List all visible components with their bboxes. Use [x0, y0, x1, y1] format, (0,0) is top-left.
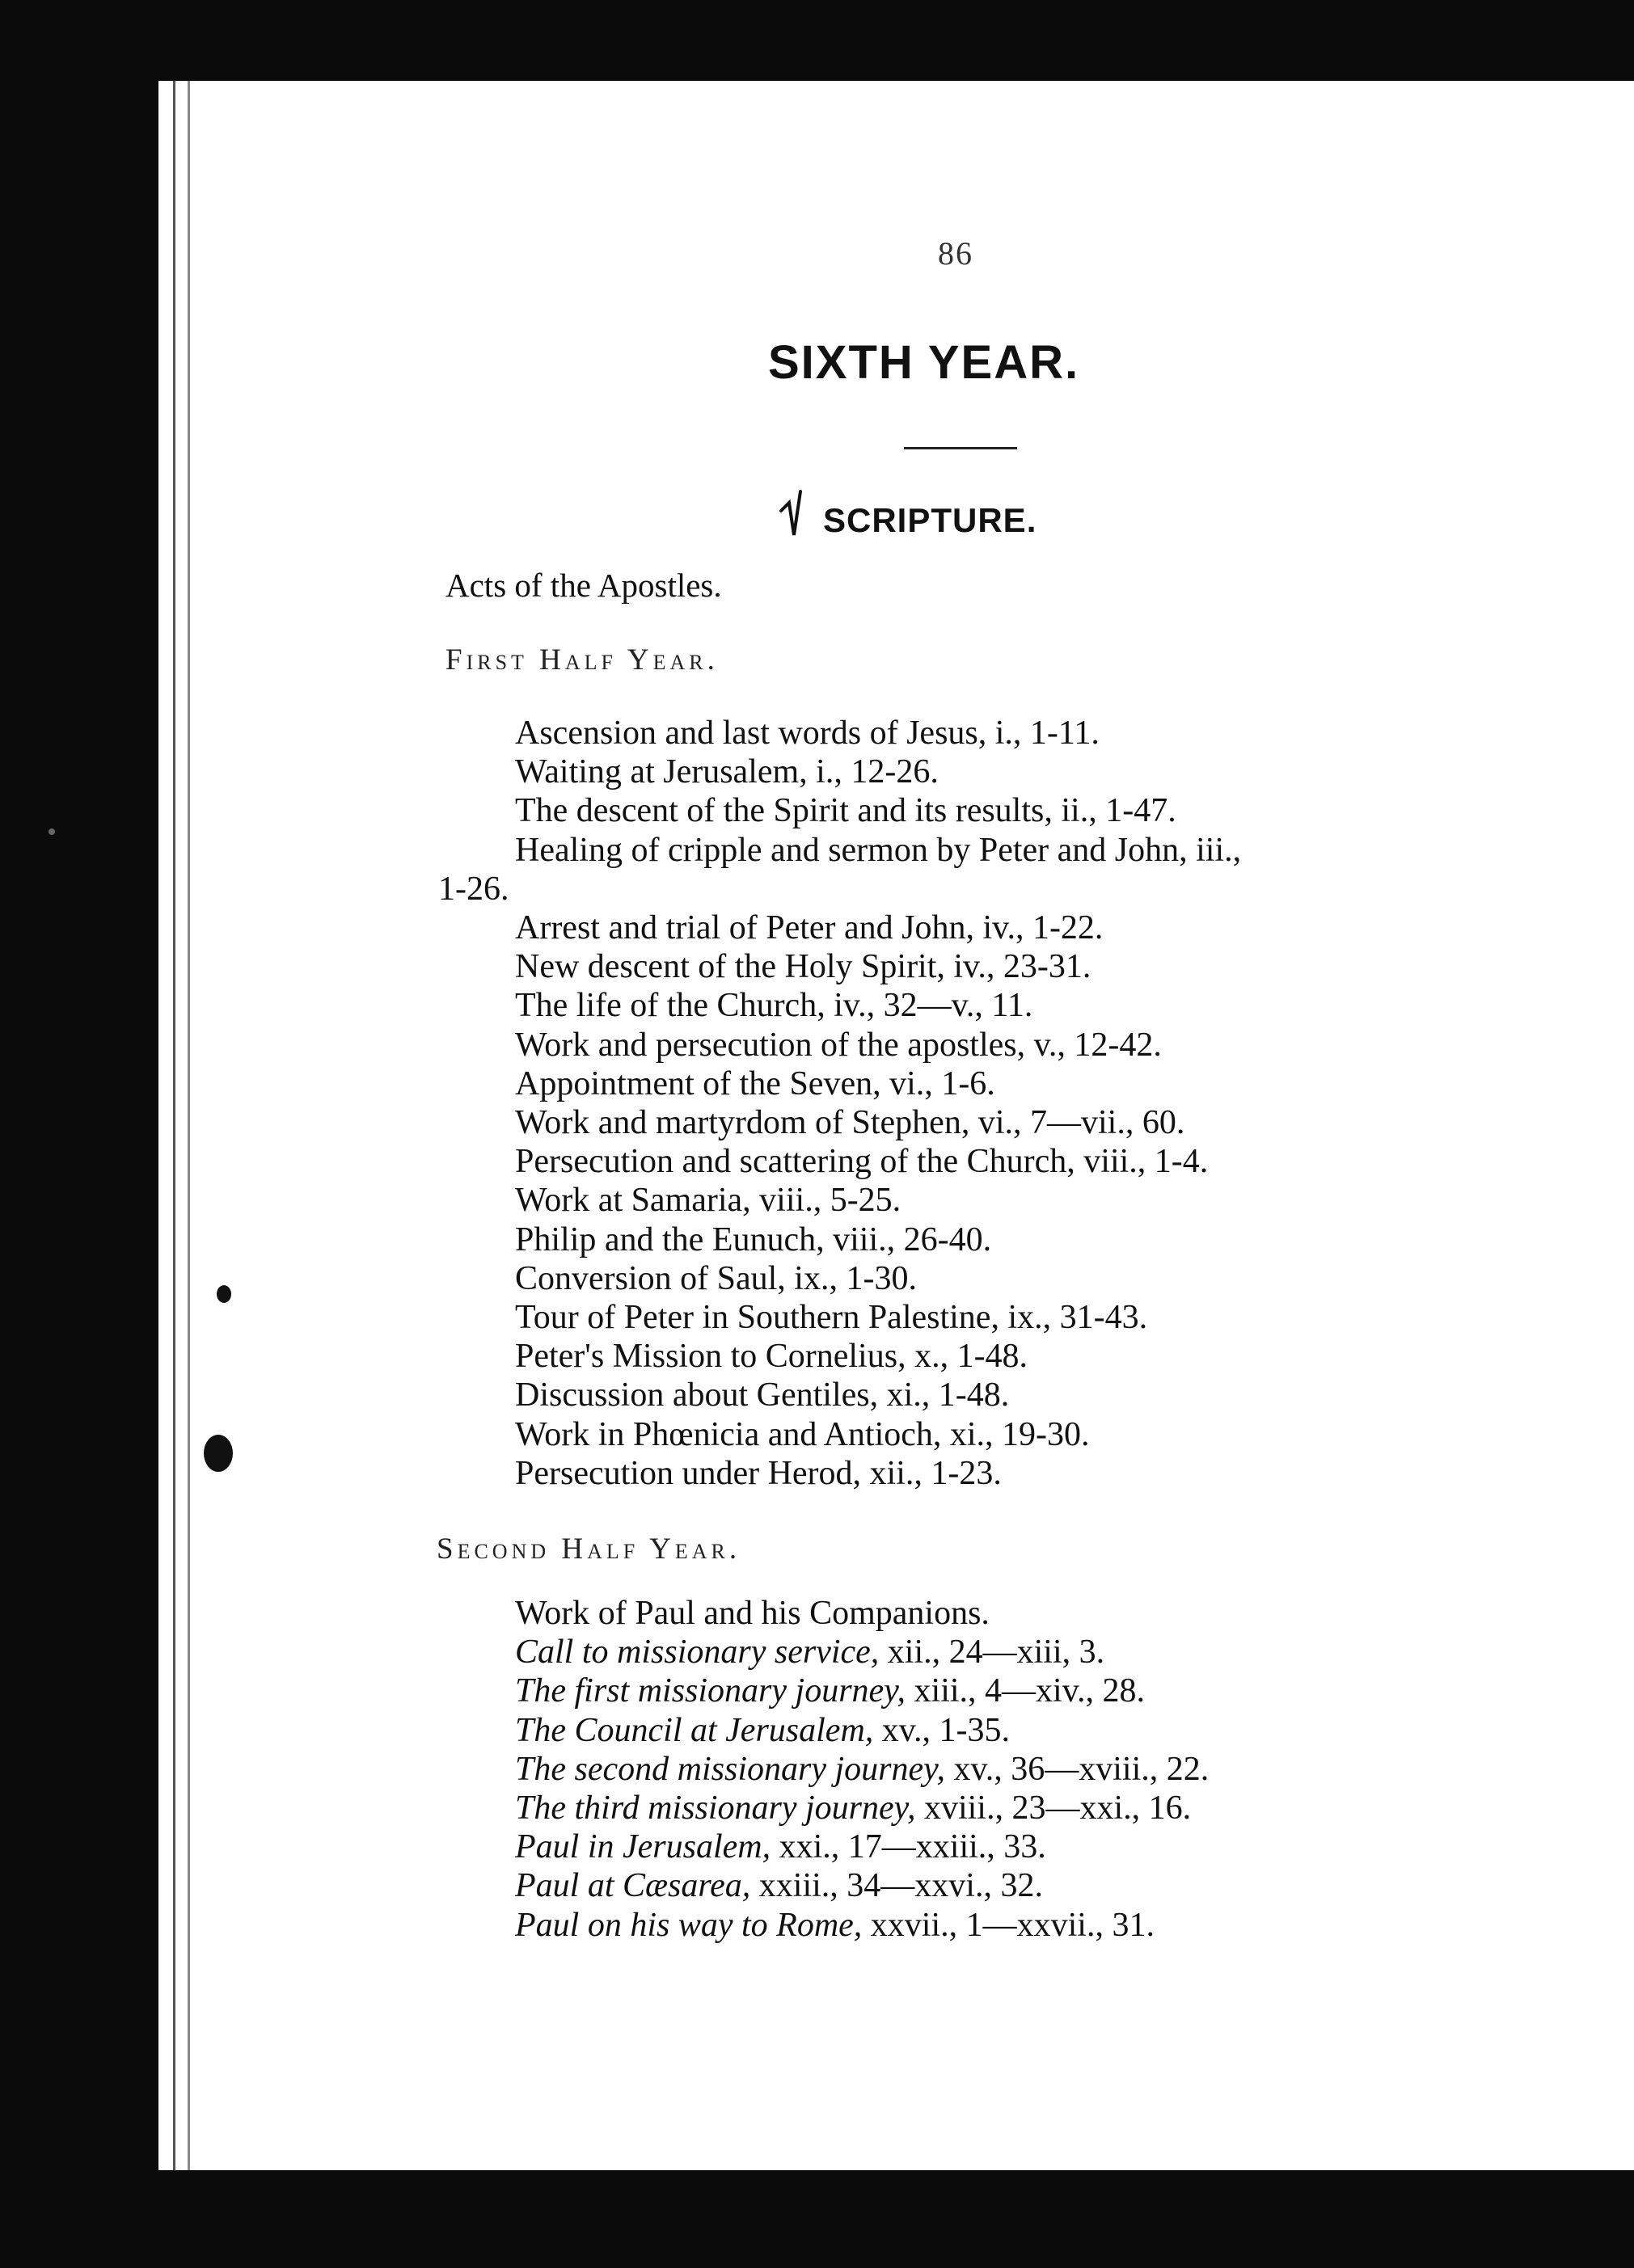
list-item: Ascension and last words of Jesus, i., 1-11. [515, 715, 1100, 752]
entry-topic: Call to missionary service, [515, 1634, 880, 1671]
list-item: Work in Phœnicia and Antioch, xi., 19-30. [515, 1415, 1090, 1453]
handwritten-check-icon [776, 487, 817, 543]
scan-speck [49, 828, 55, 835]
entry-reference: xv., 1-35. [873, 1711, 1011, 1749]
entry-reference: xviii., 23—xxi., 16. [915, 1790, 1192, 1827]
list-item: Appointment of the Seven, vi., 1-6. [515, 1064, 995, 1102]
section-heading: SCRIPTURE. [823, 501, 1037, 539]
list-item [515, 1866, 1209, 1905]
list-item [515, 1671, 1209, 1710]
second-half-heading: Second Half Year. [437, 1532, 741, 1566]
list-item: Philip and the Eunuch, viii., 26-40. [515, 1220, 992, 1258]
entry-topic: Paul at Cæsarea, [515, 1867, 751, 1905]
first-half-heading: First Half Year. [445, 643, 719, 677]
list-item: Arrest and trial of Peter and John, iv., 1-22. [515, 909, 1104, 947]
first-half-list [438, 714, 1242, 1493]
entry-topic: Paul on his way to Rome, [515, 1906, 863, 1944]
entry-topic: Paul in Jerusalem, [515, 1828, 771, 1866]
page-title: SIXTH YEAR. [768, 336, 1080, 389]
list-item: Work and persecution of the apostles, v., 12-42. [515, 1026, 1162, 1064]
list-item: Tour of Peter in Southern Palestine, ix., 31-43. [515, 1299, 1148, 1337]
list-item: New descent of the Holy Spirit, iv., 23-31. [515, 948, 1091, 986]
list-item: Discussion about Gentiles, xi., 1-48. [515, 1376, 1010, 1414]
entry-reference: xxiii., 34—xxvi., 32. [750, 1867, 1043, 1905]
second-half-list [515, 1594, 1209, 1945]
binding-line [188, 81, 190, 2170]
list-item: Persecution and scattering of the Church, viii., 1-4. [515, 1143, 1209, 1181]
entry-reference: xv., 36—xviii., 22. [944, 1750, 1210, 1788]
title-divider [904, 447, 1017, 449]
entry-topic: The third missionary journey, [515, 1790, 916, 1827]
list-item: Peter's Mission to Cornelius, x., 1-48. [515, 1338, 1028, 1376]
list-item: Conversion of Saul, ix., 1-30. [515, 1259, 917, 1297]
list-item: The descent of the Spirit and its results, ii., 1-47. [515, 792, 1176, 830]
list-item: Waiting at Jerusalem, i., 12-26. [515, 753, 939, 791]
entry-continuation: 1-26. [438, 870, 509, 908]
entry-reference: xii., 24—xiii, 3. [879, 1634, 1105, 1671]
list-item [438, 831, 1242, 908]
entry-topic: The second missionary journey, [515, 1750, 945, 1788]
entry-topic: The first missionary journey, [515, 1672, 906, 1710]
list-item: Persecution under Herod, xii., 1-23. [515, 1454, 1002, 1492]
list-item [515, 1750, 1209, 1789]
list-item: Work at Samaria, viii., 5-25. [515, 1182, 901, 1220]
list-item [515, 1711, 1209, 1750]
book-title: Acts of the Apostles. [445, 567, 722, 604]
entry-reference: xiii., 4—xiv., 28. [906, 1672, 1145, 1710]
binding-line [173, 81, 175, 2170]
list-item [515, 1827, 1209, 1866]
list-item [515, 1906, 1209, 1945]
entry-text: Healing of cripple and sermon by Peter and John, iii., [515, 831, 1242, 869]
scan-speck [204, 1435, 233, 1472]
list-item: Work and martyrdom of Stephen, vi., 7—vii., 60. [515, 1104, 1185, 1142]
list-item [515, 1789, 1209, 1827]
page-number: 86 [938, 235, 973, 272]
list-item [515, 1633, 1209, 1671]
entry-topic: The Council at Jerusalem, [515, 1711, 874, 1749]
scan-speck [217, 1285, 231, 1303]
page-edge [1590, 81, 1634, 2170]
list-item: The life of the Church, iv., 32—v., 11. [515, 987, 1033, 1025]
list-intro: Work of Paul and his Companions. [515, 1595, 990, 1632]
entry-reference: xxi., 17—xxiii., 33. [771, 1828, 1046, 1866]
entry-reference: xxvii., 1—xxvii., 31. [862, 1906, 1155, 1944]
